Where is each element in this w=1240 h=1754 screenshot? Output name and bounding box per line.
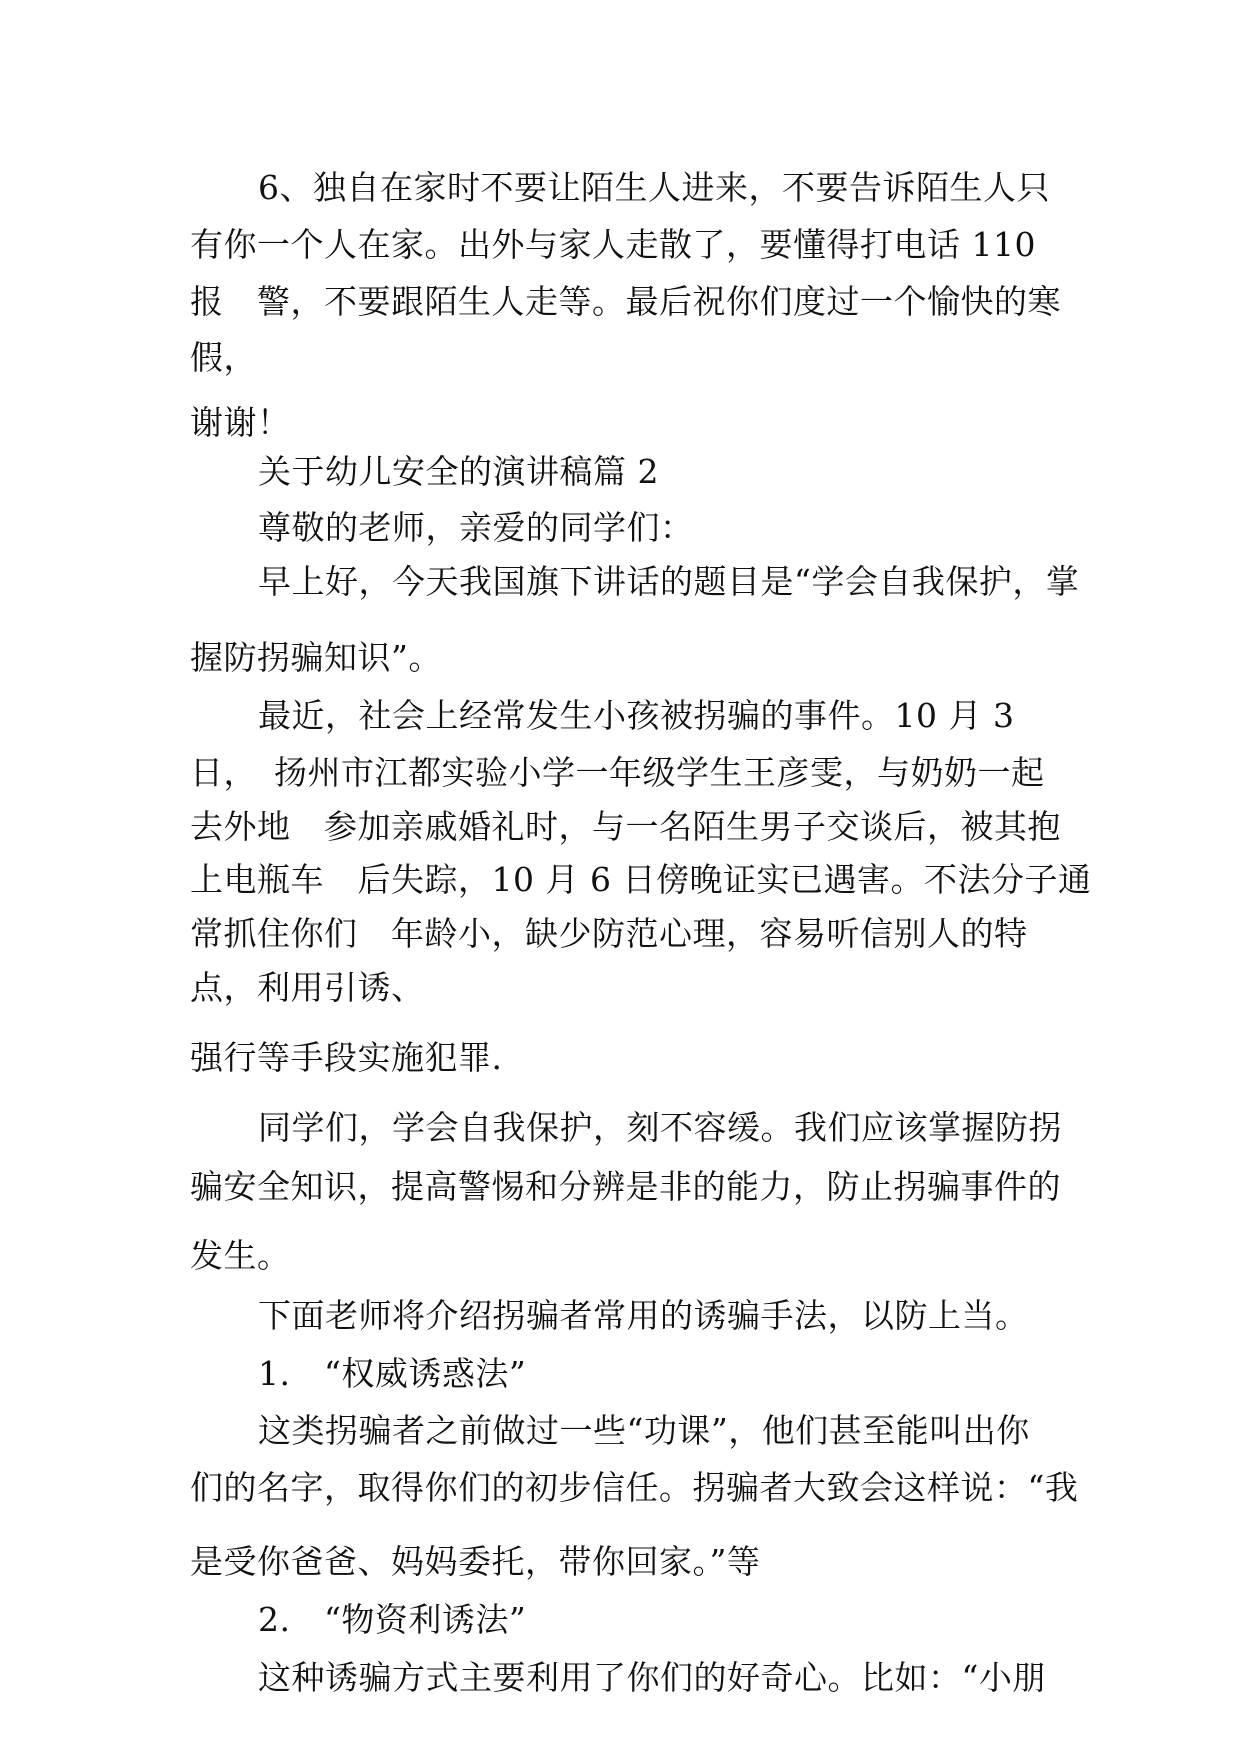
text-line: 下面老师将介绍拐骗者常用的诱骗手法，以防上当。 bbox=[258, 1296, 1029, 1335]
text-line: 这类拐骗者之前做过一些“功课”，他们甚至能叫出你 bbox=[258, 1411, 1030, 1450]
text-line: 发生。 bbox=[190, 1236, 291, 1275]
text-line: 谢谢！ bbox=[190, 403, 291, 442]
heading: 关于幼儿安全的演讲稿篇 2 bbox=[258, 452, 659, 491]
text-line: 报 警，不要跟陌生人走等。最后祝你们度过一个愉快的寒 bbox=[190, 282, 1061, 321]
text-line: 们的名字，取得你们的初步信任。拐骗者大致会这样说：“我 bbox=[190, 1468, 1079, 1507]
text-line: 去外地 参加亲戚婚礼时，与一名陌生男子交谈后，被其抱 bbox=[190, 807, 1061, 846]
text-line: 这种诱骗方式主要利用了你们的好奇心。比如：“小朋 bbox=[258, 1658, 1046, 1697]
text-line: 上电瓶车 后失踪，10 月 6 日傍晚证实已遇害。不法分子通 bbox=[190, 860, 1092, 899]
text-line: 最近，社会上经常发生小孩被拐骗的事件。10 月 3 bbox=[258, 696, 1015, 735]
text-line: 有你一个人在家。出外与家人走散了，要懂得打电话 110 bbox=[190, 225, 1036, 264]
list-item-heading: 2. “物资利诱法” bbox=[258, 1600, 527, 1639]
text-line: 日， 扬州市江都实验小学一年级学生王彦雯，与奶奶一起 bbox=[190, 753, 1045, 792]
text-line: 假， bbox=[190, 338, 257, 377]
text-line: 握防拐骗知识”。 bbox=[190, 638, 442, 677]
text-line: 早上好，今天我国旗下讲话的题目是“学会自我保护，掌 bbox=[258, 562, 1080, 601]
text-line: 6、独自在家时不要让陌生人进来，不要告诉陌生人只 bbox=[258, 168, 1050, 207]
text-line: 是受你爸爸、妈妈委托，带你回家。”等 bbox=[190, 1542, 761, 1581]
text-line: 强行等手段实施犯罪. bbox=[190, 1038, 503, 1077]
text-line: 骗安全知识，提高警惕和分辨是非的能力，防止拐骗事件的 bbox=[190, 1167, 1061, 1206]
salutation: 尊敬的老师，亲爱的同学们： bbox=[258, 508, 694, 547]
list-item-heading: 1. “权威诱惑法” bbox=[258, 1354, 527, 1393]
text-line: 同学们，学会自我保护，刻不容缓。我们应该掌握防拐 bbox=[258, 1108, 1062, 1147]
text-line: 点，利用引诱、 bbox=[190, 968, 425, 1007]
text-line: 常抓住你们 年龄小，缺少防范心理，容易听信别人的特 bbox=[190, 914, 1028, 953]
